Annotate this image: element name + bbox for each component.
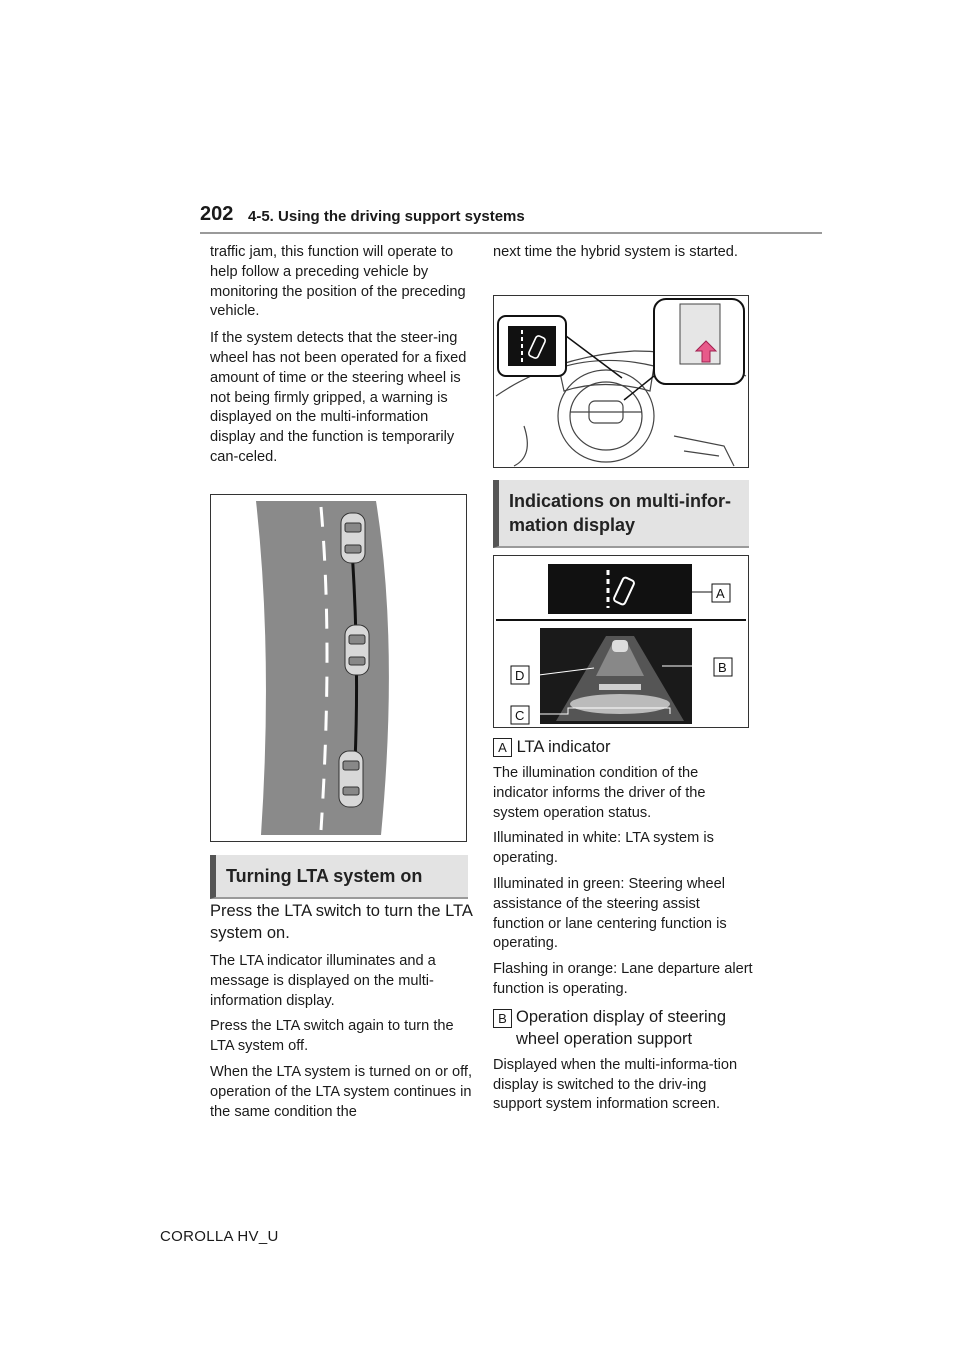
callout-a: A: [716, 586, 725, 601]
heading-turning-on: [210, 855, 468, 899]
paragraph: Press the LTA switch again to turn the LTA system off.: [210, 1018, 454, 1055]
step-instruction: Press the LTA switch to turn the LTA system on.: [210, 902, 472, 942]
item-a-title: LTA indicator: [516, 738, 611, 756]
paragraph: Illuminated in green: Steering wheel assistance of the steering assist function or lane centering function is operating.: [493, 875, 727, 952]
mid-display-drawing: [494, 556, 748, 727]
page-number: 202: [200, 203, 234, 225]
paragraph: When the LTA system is turned on or off, operation of the LTA system continues in the same condition the: [210, 1063, 473, 1120]
paragraph: Flashing in orange: Lane departure alert function is operating.: [493, 961, 753, 997]
car-icon: [341, 513, 365, 563]
callout-b: B: [718, 660, 727, 675]
dashboard-illustration: [493, 295, 749, 468]
left-column: [210, 243, 472, 475]
paragraph: next time the hybrid system is started.: [493, 244, 738, 260]
paragraph: traffic jam, this function will operate to help follow a preceding vehicle by monitoring the position of the preceding vehicle.: [210, 244, 466, 320]
paragraph: If the system detects that the steer-ing wheel has not been operated for a fixed amount of time or the steering wheel is not being firmly gripped, a warning is displayed on the multi-information display and the function is temporarily can-celed.: [210, 330, 467, 465]
heading-indications: [493, 480, 749, 548]
item-a-title-row: [493, 736, 755, 758]
paragraph: The illumination condition of the indicator informs the driver of the system operation status.: [493, 765, 706, 821]
callout-c: C: [515, 708, 525, 723]
label-b-box: B: [493, 1009, 512, 1028]
left-column-lower: [210, 900, 472, 1128]
dashboard-drawing: [494, 296, 748, 467]
section-title: 4-5. Using the driving support systems: [248, 208, 525, 225]
paragraph: The LTA indicator illuminates and a message is displayed on the multi-information display.: [210, 953, 436, 1009]
footer-model: COROLLA HV_U: [160, 1228, 279, 1245]
paragraph: Illuminated in white: LTA system is operating.: [493, 830, 714, 867]
right-column: [493, 243, 755, 270]
mid-display-illustration: [493, 555, 749, 728]
paragraph: Displayed when the multi-informa-tion display is switched to the driv-ing support system information screen.: [493, 1056, 738, 1113]
lane-illustration: [210, 494, 467, 842]
label-a-box: A: [493, 738, 512, 757]
header-rule: [200, 232, 822, 234]
item-b-title-row: [493, 1006, 755, 1050]
curved-road-drawing: [211, 495, 466, 841]
right-column-lower: [493, 736, 755, 1121]
section-heading: Indications on multi-infor-mation display: [493, 480, 749, 548]
item-b-title: Operation display of steering wheel operation support: [516, 1007, 727, 1048]
section-heading: Turning LTA system on: [210, 855, 468, 899]
callout-d: D: [515, 668, 525, 683]
